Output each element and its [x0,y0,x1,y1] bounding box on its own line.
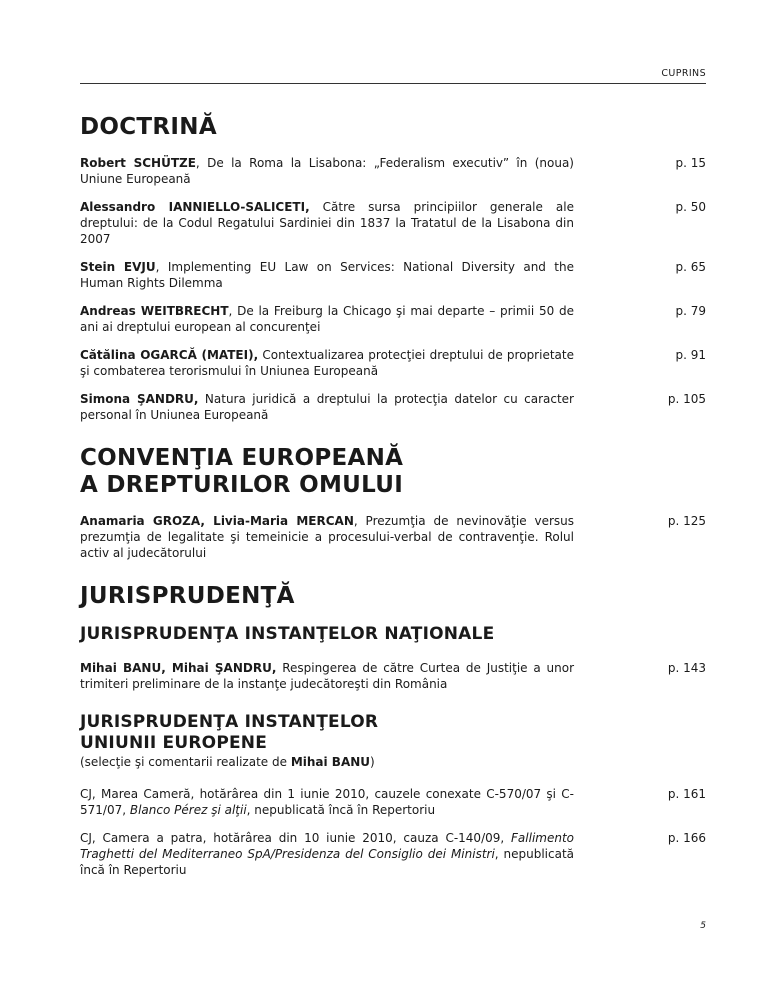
entry-author: Andreas WEITBRECHT [80,304,229,318]
entry-page: p. 91 [675,348,706,362]
entry-author: Simona ŞANDRU, [80,392,199,406]
entry-title: , De la Freiburg la Chicago şi mai departe – primii 50 de ani ai dreptului european al concurenţei [80,304,574,334]
entry-author: Robert SCHÜTZE [80,156,196,170]
note-author: Mihai BANU [290,755,371,769]
entry-page: p. 125 [667,514,706,528]
doctrina-entries [80,155,706,423]
toc-entry[interactable] [80,155,706,187]
entry-page: p. 105 [667,392,706,406]
entry-page: p. 161 [667,787,706,801]
subsection-title-line: JURISPRUDENŢA INSTANŢELOR [80,712,379,732]
toc-entry[interactable] [80,259,706,291]
entry-page: p. 143 [667,661,706,675]
entry-title: Către sursa principiilor generale ale dreptului: de la Codul Regatului Sardiniei din 1837 la Tratatul de la Lisabona din 2007 [80,200,574,246]
entry-author: Alessandro IANNIELLO-SALICETI, [80,200,310,214]
section-title-line: A DREPTURILOR OMULUI [80,472,404,498]
toc-entry[interactable] [80,513,706,561]
toc-entry[interactable] [80,391,706,423]
entry-text [80,259,574,291]
entry-title: , Implementing EU Law on Services: National Diversity and the Human Rights Dilemma [80,260,575,290]
entry-text-pre: CJ, Camera a patra, hotărârea din 10 iunie 2010, cauza C-140/09, [80,831,512,845]
entry-title: , Prezumţia de nevinovăţie versus prezumţia de legalitate şi temeinicie a procesului-verbal de contravenţie. Rolul activ al judecătorului [80,514,574,560]
entry-author: Stein EVJU [80,260,156,274]
entry-text [80,391,574,423]
toc-entry[interactable] [80,786,706,818]
toc-entry[interactable] [80,660,706,692]
entry-text-post: , nepublicată încă în Repertoriu [246,803,436,817]
toc-entry[interactable] [80,830,706,878]
entry-page: p. 166 [667,831,706,845]
entry-text [80,513,574,561]
entry-author: Anamaria GROZA, Livia-Maria MERCAN [80,514,354,528]
selection-note [80,754,706,770]
section-title-line: CONVENŢIA EUROPEANĂ [80,445,404,471]
entry-title: , De la Roma la Lisabona: „Federalism executiv” în (noua) Uniune Europeană [80,156,574,186]
page-number: 5 [700,921,706,931]
entry-text [80,786,574,818]
note-prefix: (selecţie şi comentarii realizate de [80,755,291,769]
entry-page: p. 79 [675,304,706,318]
subsection-title-ue [80,712,706,754]
table-of-contents [80,114,706,878]
entry-page: p. 15 [675,156,706,170]
entry-page: p. 50 [675,200,706,214]
section-title-jurisprudenta: JURISPRUDENŢĂ [80,583,295,609]
subsection-title-line: UNIUNII EUROPENE [80,733,268,753]
running-head: CUPRINS [80,68,706,84]
entry-case-name: Blanco Pérez şi alţii [129,803,247,817]
entry-text [80,830,574,878]
toc-entry[interactable] [80,199,706,247]
entry-text [80,155,574,187]
entry-title: Natura juridică a dreptului la protecţia datelor cu caracter personal în Uniunea Europeană [80,392,574,422]
section-title-doctrina: DOCTRINĂ [80,114,217,140]
section-title-conventia [80,445,706,499]
entry-author: Cătălina OGARCĂ (MATEI), [80,348,259,362]
toc-entry[interactable] [80,347,706,379]
entry-title: Contextualizarea protecţiei dreptului de proprietate şi combaterea terorismului în Uniunea Europeană [80,348,574,378]
note-suffix: ) [370,755,375,769]
entry-title: Respingerea de către Curtea de Justiţie a unor trimiteri preliminare de la instanţe judecătoreşti din România [80,661,575,691]
toc-entry[interactable] [80,303,706,335]
entry-text-pre: CJ, Marea Cameră, hotărârea din 1 iunie 2010, cauzele conexate C-570/07 şi C-571/07, [80,787,574,817]
entry-author: Mihai BANU, Mihai ŞANDRU, [80,661,277,675]
entry-text [80,199,574,247]
entry-text [80,660,574,692]
entry-case-name: Fallimento Traghetti del Mediterraneo SpA/Presidenza del Consiglio dei Ministri [80,831,574,861]
entry-text [80,347,574,379]
entry-page: p. 65 [675,260,706,274]
subsection-title-nationale: JURISPRUDENŢA INSTANŢELOR NAŢIONALE [80,624,495,644]
entry-text [80,303,574,335]
entry-text-post: , nepublicată încă în Repertoriu [80,847,574,877]
